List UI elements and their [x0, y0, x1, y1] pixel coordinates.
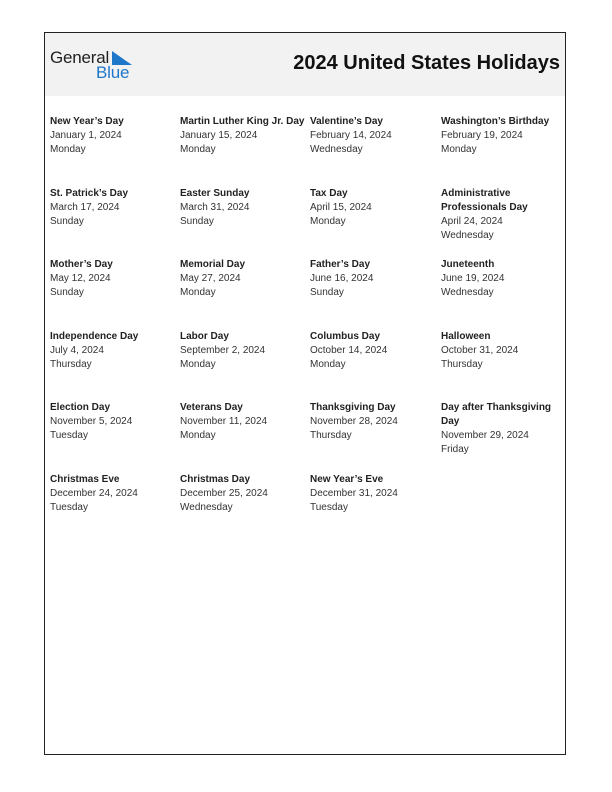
holiday-date: January 15, 2024: [180, 130, 258, 141]
holiday-weekday: Wednesday: [180, 501, 233, 513]
holiday-weekday: Sunday: [180, 215, 214, 227]
holiday-weekday: Monday: [310, 215, 346, 227]
holiday-name: New Year’s Day: [50, 116, 124, 127]
holiday-name: Tax Day: [310, 187, 348, 199]
holiday-entry: [441, 115, 562, 187]
holiday-name: Labor Day: [180, 330, 229, 342]
holiday-entry: [310, 115, 441, 187]
holiday-name: Thanksgiving Day: [310, 402, 396, 413]
holiday-entry: [310, 330, 441, 402]
holiday-weekday: Thursday: [50, 358, 92, 370]
holiday-date: December 24, 2024: [50, 487, 138, 499]
holiday-weekday: Monday: [441, 144, 477, 155]
holiday-entry: [310, 187, 441, 259]
holiday-date: November 5, 2024: [50, 416, 133, 427]
holiday-name: Administrative Professionals Day: [441, 187, 528, 213]
holiday-date: March 17, 2024: [50, 201, 120, 213]
holiday-date: January 1, 2024: [50, 130, 122, 141]
holiday-weekday: Friday: [441, 444, 469, 455]
holiday-entry: [180, 187, 310, 259]
holiday-entry: [50, 401, 180, 473]
holiday-name: St. Patrick’s Day: [50, 187, 129, 199]
holiday-name: Washington’s Birthday: [441, 116, 550, 127]
holiday-name: Halloween: [441, 330, 491, 342]
holiday-name: Veterans Day: [180, 402, 243, 413]
holiday-date: April 24, 2024: [441, 215, 503, 227]
holiday-entry: [50, 258, 180, 330]
holiday-entry: [50, 473, 180, 545]
holiday-weekday: Wednesday: [441, 229, 494, 241]
holiday-name: Independence Day: [50, 330, 139, 342]
holiday-name: Juneteenth: [441, 259, 495, 270]
holiday-entry: [180, 401, 310, 473]
page-frame: [44, 32, 566, 755]
holiday-date: November 28, 2024: [310, 416, 398, 427]
holiday-entry: [310, 258, 441, 330]
holiday-name: Valentine’s Day: [310, 116, 383, 127]
holiday-weekday: Sunday: [50, 215, 84, 227]
general-blue-logo: [50, 48, 140, 84]
holiday-name: New Year’s Eve: [310, 473, 384, 485]
holiday-date: February 14, 2024: [310, 130, 392, 141]
holiday-date: April 15, 2024: [310, 201, 372, 213]
holiday-name: Martin Luther King Jr. Day: [180, 116, 305, 127]
holiday-weekday: Monday: [310, 358, 346, 370]
holiday-entry: [180, 473, 310, 545]
holiday-name: Memorial Day: [180, 259, 246, 270]
page-title: 2024 United States Holidays: [293, 52, 560, 74]
holiday-date: February 19, 2024: [441, 130, 523, 141]
holiday-date: November 29, 2024: [441, 430, 529, 441]
holiday-entry: [441, 258, 562, 330]
holiday-weekday: Monday: [180, 430, 216, 441]
holiday-date: March 31, 2024: [180, 201, 250, 213]
holiday-weekday: Monday: [180, 144, 216, 155]
holiday-weekday: Monday: [50, 144, 86, 155]
holiday-date: September 2, 2024: [180, 344, 266, 356]
holiday-entry: [441, 330, 562, 402]
header-band: [45, 33, 565, 96]
holiday-name: Father’s Day: [310, 259, 371, 270]
holiday-date: October 14, 2024: [310, 344, 388, 356]
holiday-weekday: Wednesday: [441, 287, 494, 298]
holiday-entry: [50, 187, 180, 259]
holiday-weekday: Sunday: [50, 287, 84, 298]
holiday-date: November 11, 2024: [180, 416, 268, 427]
holiday-name: Easter Sunday: [180, 187, 250, 199]
holiday-entry: [50, 330, 180, 402]
holiday-entry: [180, 115, 310, 187]
holiday-entry: [310, 473, 441, 545]
holiday-entry: [180, 258, 310, 330]
holiday-date: May 12, 2024: [50, 273, 111, 284]
holiday-weekday: Sunday: [310, 287, 344, 298]
holiday-weekday: Monday: [180, 358, 216, 370]
holiday-date: October 31, 2024: [441, 344, 519, 356]
holiday-date: June 19, 2024: [441, 273, 505, 284]
holiday-name: Christmas Day: [180, 473, 251, 485]
logo-word-general: General: [50, 48, 110, 67]
holiday-date: July 4, 2024: [50, 344, 104, 356]
holiday-weekday: Thursday: [310, 430, 352, 441]
holiday-date: June 16, 2024: [310, 273, 374, 284]
holiday-weekday: Thursday: [441, 358, 483, 370]
holiday-weekday: Tuesday: [50, 501, 88, 513]
holiday-entry: [441, 401, 562, 473]
holiday-name: Mother’s Day: [50, 259, 113, 270]
holiday-weekday: Tuesday: [50, 430, 88, 441]
holiday-name: Day after Thanksgiving Day: [441, 402, 552, 427]
holiday-entry: [310, 401, 441, 473]
holiday-name: Election Day: [50, 402, 111, 413]
holiday-date: December 25, 2024: [180, 487, 268, 499]
holiday-date: May 27, 2024: [180, 273, 241, 284]
holiday-date: December 31, 2024: [310, 487, 398, 499]
holiday-entry: [50, 115, 180, 187]
holiday-grid: [50, 115, 562, 544]
holiday-weekday: Tuesday: [310, 501, 348, 513]
holiday-weekday: Monday: [180, 287, 216, 298]
holiday-name: Columbus Day: [310, 330, 381, 342]
holiday-name: Christmas Eve: [50, 473, 120, 485]
holiday-entry: [180, 330, 310, 402]
logo-word-blue: Blue: [96, 63, 130, 82]
holiday-weekday: Wednesday: [310, 144, 363, 155]
holiday-entry: [441, 187, 562, 259]
